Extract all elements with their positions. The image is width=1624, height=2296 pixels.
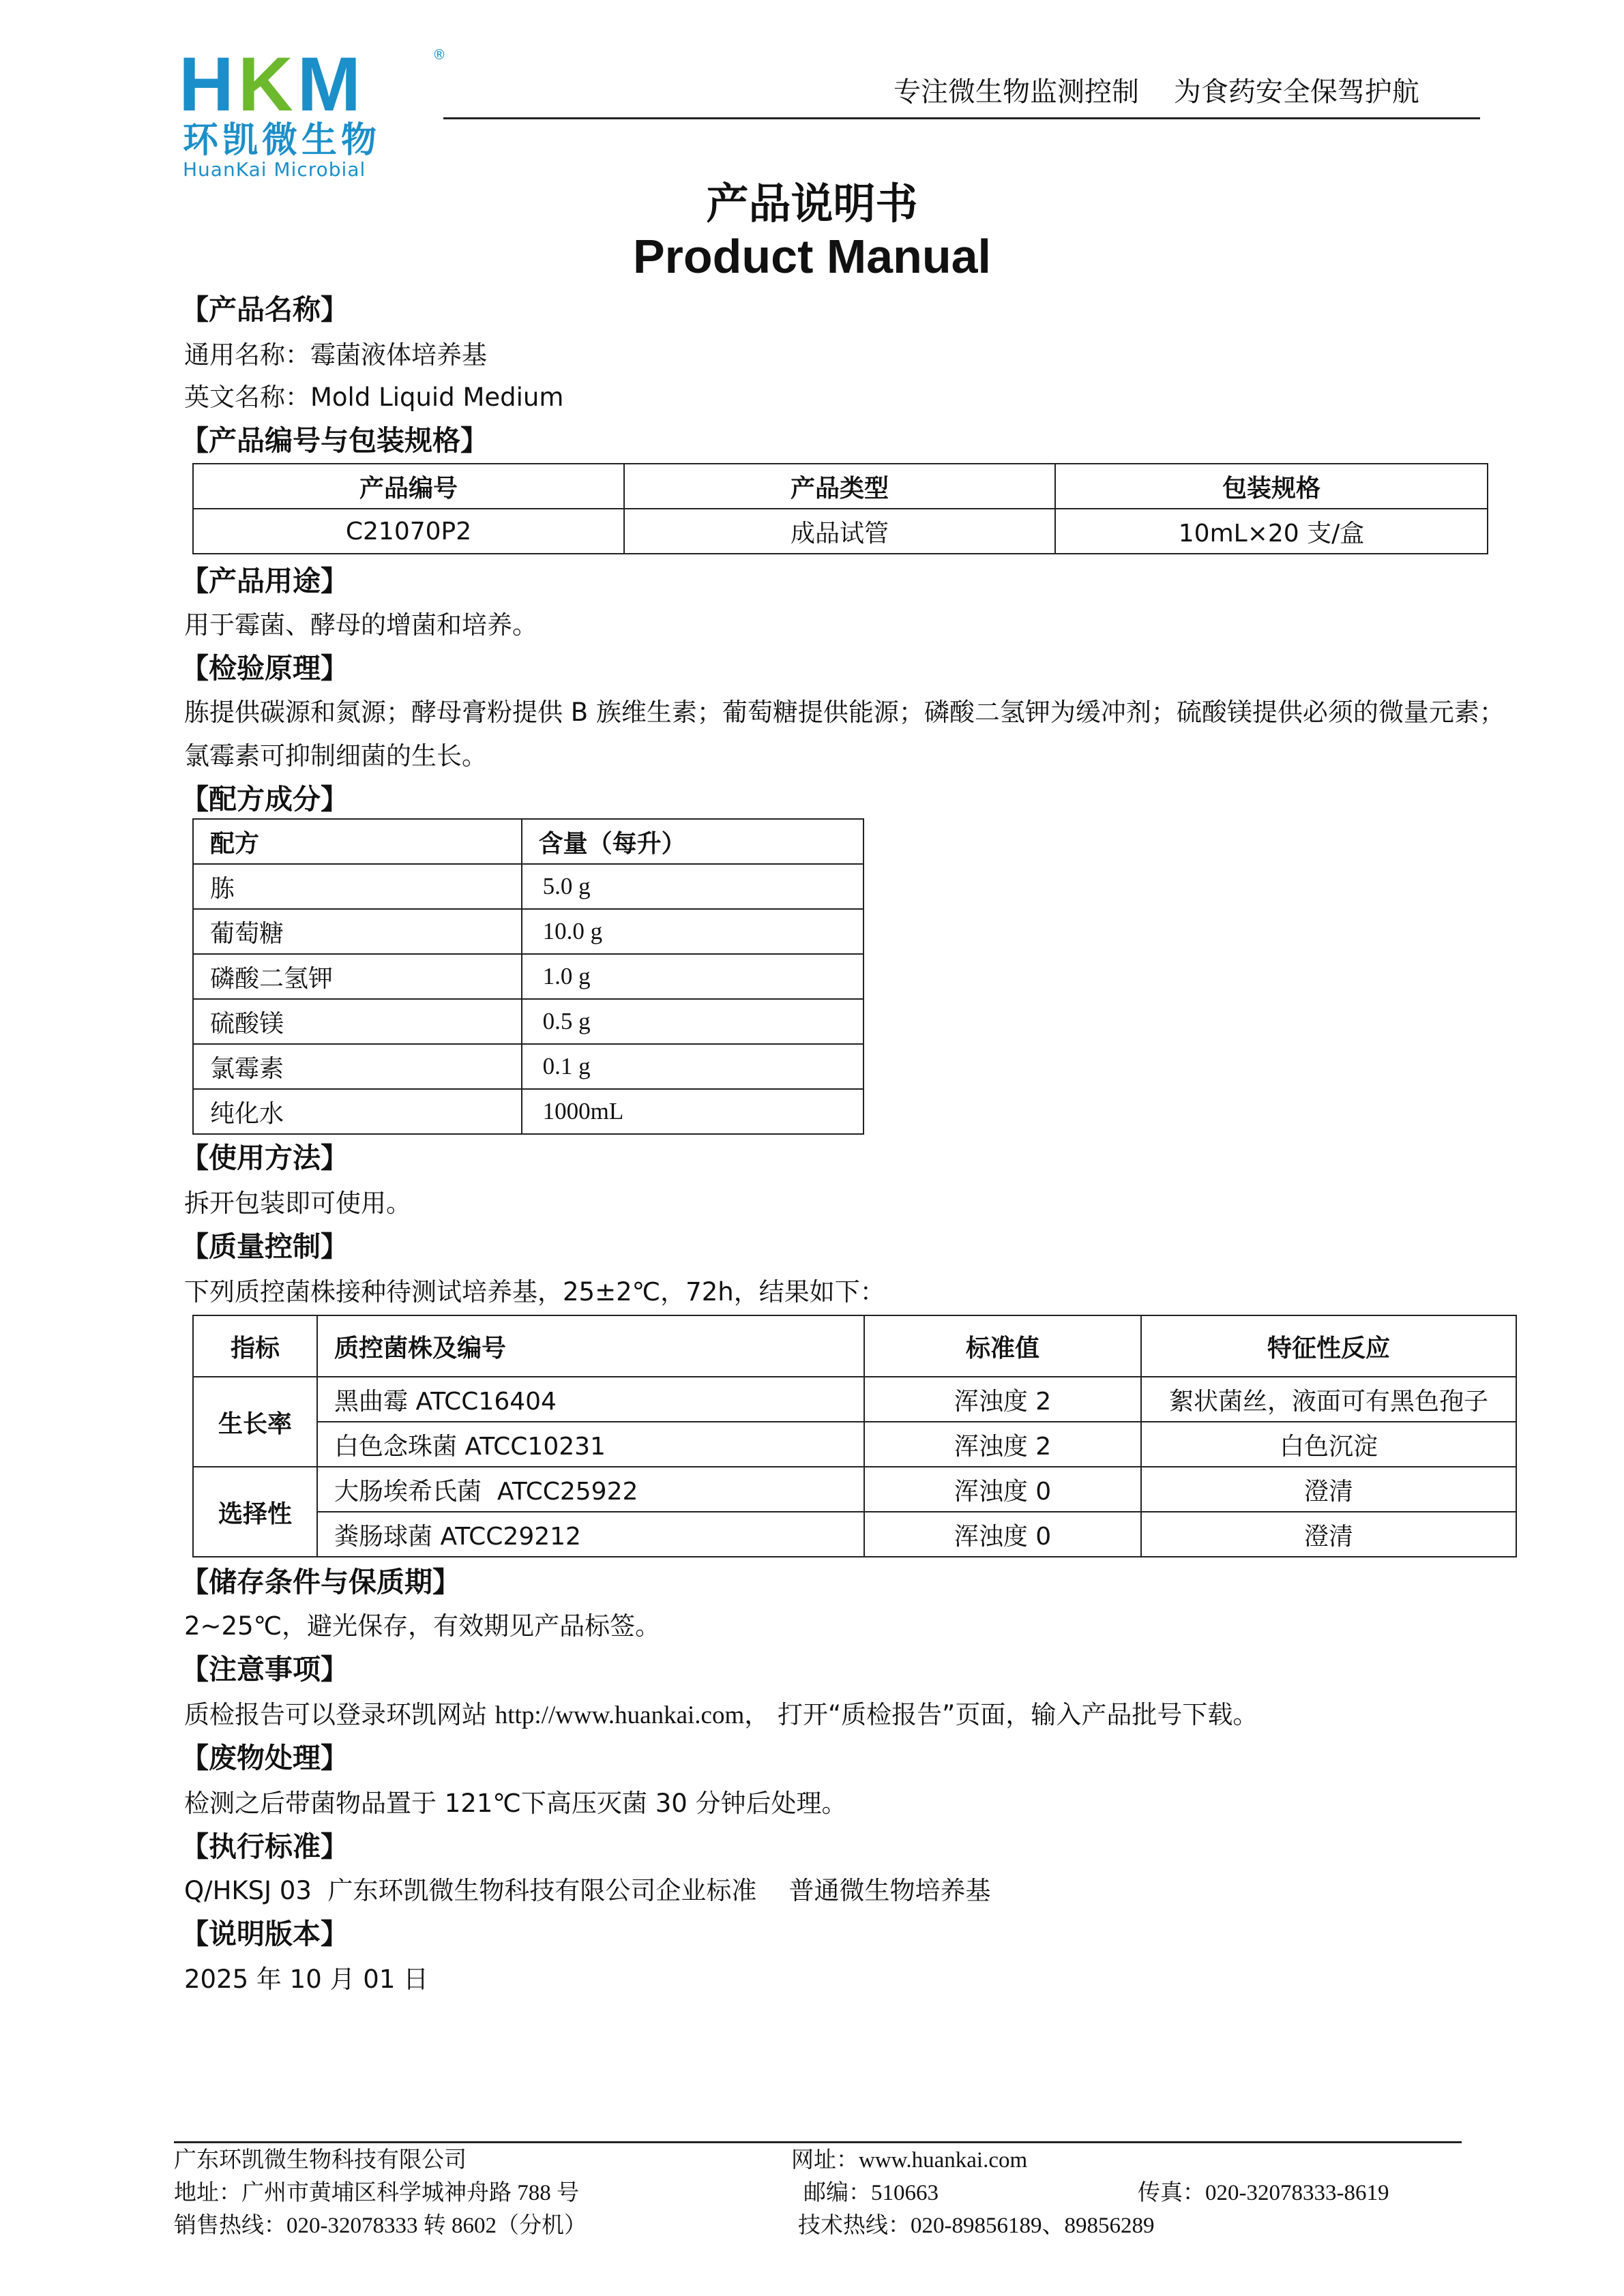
disposal-text: 检测之后带菌物品置于 121℃下高压灭菌 30 分钟后处理。 — [184, 1789, 847, 1818]
table-header-row — [193, 819, 863, 864]
section-heading-disposal: 【废物处理】 — [181, 1742, 349, 1774]
section-heading-version: 【说明版本】 — [181, 1918, 349, 1950]
footer-website[interactable]: 网址：www.huankai.com — [791, 2148, 1028, 2173]
english-name: 英文名称：Mold Liquid Medium — [184, 383, 564, 412]
website-link[interactable]: http://www.huankai.com — [494, 1701, 745, 1729]
standard-value-cell: 浑浊度 0 — [864, 1512, 1141, 1557]
indicator-cell: 生长率 — [193, 1377, 317, 1467]
strain-cell: 大肠埃希氏菌 ATCC25922 — [317, 1467, 864, 1512]
logo-english-name: HuanKai Microbial — [183, 158, 366, 181]
column-header: 质控菌株及编号 — [317, 1315, 864, 1377]
logo-mark-accent: K — [237, 42, 297, 127]
table-row — [193, 1089, 863, 1134]
logo-chinese-name: 环凯微生物 — [183, 120, 381, 161]
section-heading-packaging: 【产品编号与包装规格】 — [181, 424, 488, 457]
ingredient-name: 磷酸二氢钾 — [193, 954, 522, 999]
reaction-cell: 澄清 — [1141, 1512, 1516, 1557]
ingredient-name: 胨 — [193, 864, 522, 909]
column-header: 指标 — [193, 1315, 317, 1377]
ingredient-amount: 5.0 g — [522, 864, 863, 909]
quality-control-table — [192, 1315, 1517, 1557]
footer-sales-hotline: 销售热线：020-32078333 转 8602（分机） — [174, 2213, 587, 2238]
table-row — [193, 999, 863, 1044]
logo-mark — [179, 42, 452, 127]
notes-text-prefix: 质检报告可以登录环凯网站 — [184, 1700, 495, 1729]
version-date: 2025 年 10 月 01 日 — [184, 1965, 429, 1994]
storage-text: 2~25℃，避光保存，有效期见产品标签。 — [184, 1611, 661, 1641]
product-type: 成品试管 — [624, 509, 1055, 554]
section-heading-notes: 【注意事项】 — [181, 1653, 349, 1686]
footer-postcode: 邮编：510663 — [803, 2181, 939, 2205]
footer-fax: 传真：020-32078333-8619 — [1138, 2181, 1389, 2205]
method-text: 拆开包装即可使用。 — [184, 1189, 411, 1218]
table-row — [193, 1512, 1516, 1557]
table-row — [193, 1422, 1516, 1467]
qc-intro: 下列质控菌株接种待测试培养基，25±2℃，72h，结果如下： — [184, 1277, 885, 1307]
section-heading-product-name: 【产品名称】 — [181, 293, 349, 326]
ingredient-amount: 1000mL — [522, 1089, 863, 1134]
section-heading-usage: 【产品用途】 — [181, 565, 349, 597]
section-heading-storage: 【储存条件与保质期】 — [181, 1566, 460, 1598]
footer-address: 地址：广州市黄埔区科学城神舟路 788 号 — [174, 2181, 579, 2205]
ingredient-name: 纯化水 — [193, 1089, 522, 1134]
ingredient-amount: 0.5 g — [522, 999, 863, 1044]
strain-cell: 白色念珠菌 ATCC10231 — [317, 1422, 864, 1467]
principle-text-line-1: 胨提供碳源和氮源；酵母膏粉提供 B 族维生素；葡萄糖提供能源；磷酸二氢钾为缓冲剂；硫酸镁提供必须的微量元素； — [184, 698, 1505, 727]
principle-text-line-2: 氯霉素可抑制细菌的生长。 — [184, 741, 487, 771]
ingredient-name: 氯霉素 — [193, 1044, 522, 1089]
section-heading-standard: 【执行标准】 — [181, 1830, 349, 1863]
package-spec: 10mL×20 支/盒 — [1055, 509, 1488, 554]
column-header: 产品编号 — [193, 464, 624, 509]
ingredient-amount: 10.0 g — [522, 909, 863, 954]
formula-table — [192, 818, 864, 1135]
table-row — [193, 864, 863, 909]
header-divider — [443, 117, 1480, 119]
document-title-cn: 产品说明书 — [706, 179, 918, 228]
standard-value-cell: 浑浊度 2 — [864, 1377, 1141, 1422]
section-heading-formula: 【配方成分】 — [181, 783, 349, 816]
generic-name: 通用名称：霉菌液体培养基 — [184, 340, 487, 370]
product-code: C21070P2 — [193, 509, 624, 554]
table-row — [193, 1044, 863, 1089]
indicator-cell: 选择性 — [193, 1467, 317, 1557]
table-row — [193, 509, 1488, 554]
standard-value-cell: 浑浊度 2 — [864, 1422, 1141, 1467]
ingredient-name: 硫酸镁 — [193, 999, 522, 1044]
strain-cell: 粪肠球菌 ATCC29212 — [317, 1512, 864, 1557]
header-slogan: 专注微生物监测控制 为食药安全保驾护航 — [894, 76, 1419, 108]
registered-mark: ® — [432, 46, 446, 63]
standard-value-cell: 浑浊度 0 — [864, 1467, 1141, 1512]
footer-tech-hotline: 技术热线：020-89856189、89856289 — [798, 2213, 1155, 2238]
section-heading-principle: 【检验原理】 — [181, 652, 349, 685]
strain-cell: 黑曲霉 ATCC16404 — [317, 1377, 864, 1422]
table-row — [193, 909, 863, 954]
packaging-table — [192, 463, 1488, 554]
footer-divider — [174, 2141, 1462, 2143]
reaction-cell: 絮状菌丝，液面可有黑色孢子 — [1141, 1377, 1516, 1422]
section-heading-quality-control: 【质量控制】 — [181, 1230, 349, 1263]
table-row — [193, 954, 863, 999]
column-header: 包装规格 — [1055, 464, 1488, 509]
standard-text: Q/HKSJ 03 广东环凯微生物科技有限公司企业标准 普通微生物培养基 — [184, 1876, 991, 1905]
table-header-row — [193, 1315, 1516, 1377]
ingredient-amount: 0.1 g — [522, 1044, 863, 1089]
notes-text-suffix: ， 打开“质检报告”页面，输入产品批号下载。 — [744, 1700, 1258, 1729]
usage-text: 用于霉菌、酵母的增菌和培养。 — [184, 610, 537, 640]
document-title-en: Product Manual — [632, 230, 992, 283]
column-header: 特征性反应 — [1141, 1315, 1516, 1377]
table-header-row — [193, 464, 1488, 509]
column-header: 标准值 — [864, 1315, 1141, 1377]
reaction-cell: 白色沉淀 — [1141, 1422, 1516, 1467]
section-heading-method: 【使用方法】 — [181, 1142, 349, 1174]
column-header: 配方 — [193, 819, 522, 864]
footer-company: 广东环凯微生物科技有限公司 — [174, 2148, 467, 2173]
notes-text — [184, 1698, 1258, 1733]
column-header: 产品类型 — [624, 464, 1055, 509]
ingredient-name: 葡萄糖 — [193, 909, 522, 954]
table-row — [193, 1377, 1516, 1422]
column-header: 含量（每升） — [522, 819, 863, 864]
reaction-cell: 澄清 — [1141, 1467, 1516, 1512]
table-row — [193, 1467, 1516, 1512]
company-logo — [179, 42, 452, 181]
ingredient-amount: 1.0 g — [522, 954, 863, 999]
logo-mark-text: HKM — [179, 42, 366, 127]
